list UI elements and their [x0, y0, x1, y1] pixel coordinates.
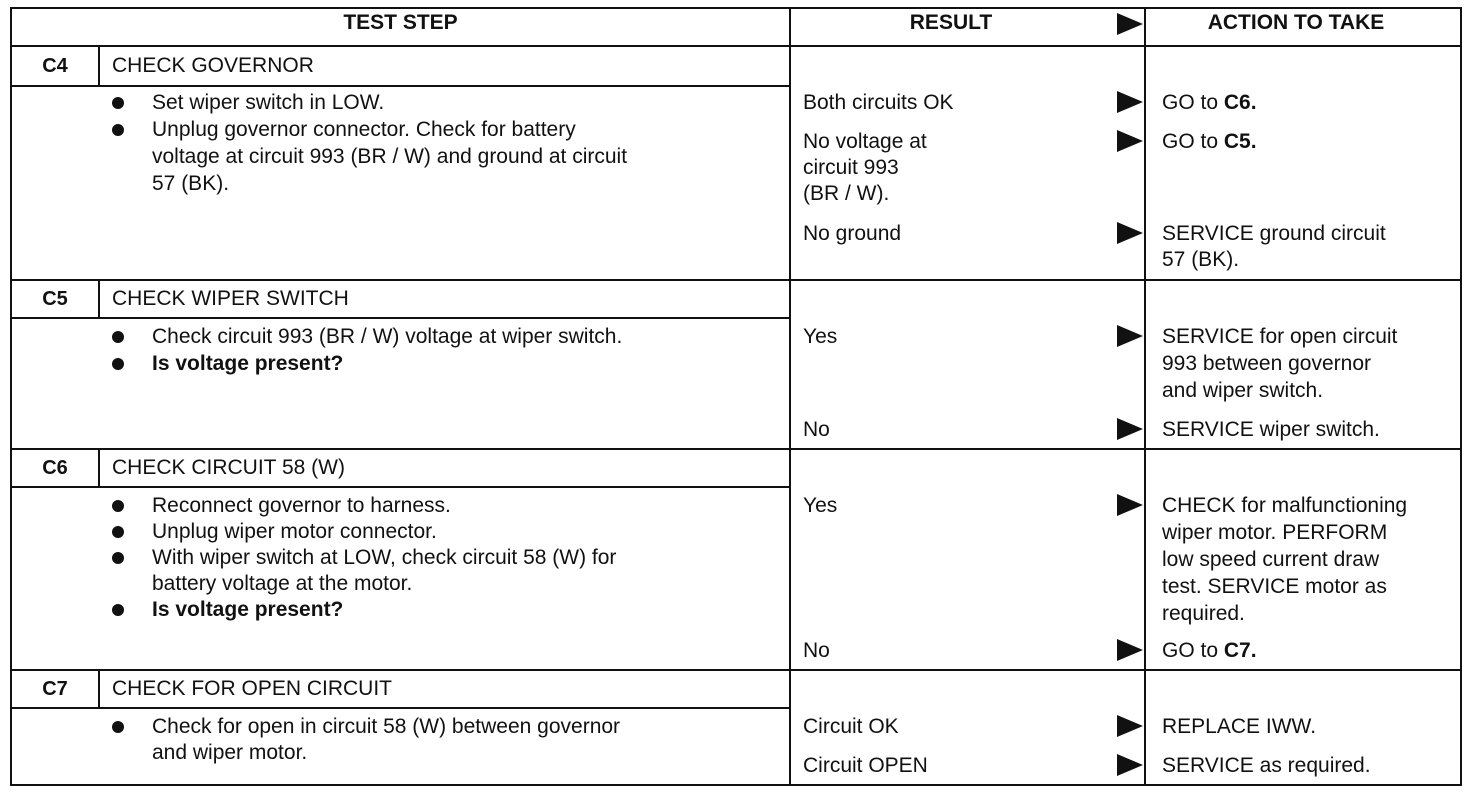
bullet-icon: [112, 526, 124, 538]
step-instruction: battery voltage at the motor.: [152, 572, 413, 595]
step-divider: [10, 279, 1462, 281]
bullet-icon: [112, 552, 124, 564]
action-text: GO to C5.: [1162, 130, 1257, 153]
step-id-divider: [98, 450, 100, 488]
arrow-icon: [1117, 130, 1143, 152]
header-test-step: TEST STEP: [343, 11, 458, 34]
action-text: 993 between governor: [1162, 352, 1371, 375]
step-title: CHECK WIPER SWITCH: [112, 287, 349, 310]
step-instruction: Unplug governor connector. Check for battery: [152, 118, 576, 141]
header-result: RESULT: [909, 11, 993, 34]
step-title-divider: [10, 317, 790, 319]
step-id-divider: [98, 671, 100, 709]
header-arrow-icon: [1117, 13, 1143, 35]
step-instruction: Unplug wiper motor connector.: [152, 520, 437, 543]
step-title-divider: [10, 707, 790, 709]
header-divider: [10, 45, 1462, 47]
action-text: SERVICE as required.: [1162, 754, 1371, 777]
arrow-icon: [1117, 754, 1143, 776]
arrow-icon: [1117, 91, 1143, 113]
bullet-icon: [112, 604, 124, 616]
action-text: low speed current draw: [1162, 548, 1380, 571]
arrow-icon: [1117, 418, 1143, 440]
action-text: GO to C6.: [1162, 91, 1257, 114]
step-id: C4: [42, 55, 68, 77]
bullet-icon: [112, 358, 124, 370]
action-text: 57 (BK).: [1162, 248, 1240, 271]
result-text: Yes: [803, 325, 838, 348]
result-text: circuit 993: [803, 156, 899, 179]
arrow-icon: [1117, 639, 1143, 661]
arrow-icon: [1117, 222, 1143, 244]
arrow-icon: [1117, 325, 1143, 347]
header-action: ACTION TO TAKE: [1207, 11, 1385, 34]
step-title: CHECK CIRCUIT 58 (W): [112, 456, 345, 479]
step-instruction: Check circuit 993 (BR / W) voltage at wiper switch.: [152, 325, 623, 348]
bullet-icon: [112, 124, 124, 136]
result-text: No voltage at: [803, 130, 927, 153]
result-text: (BR / W).: [803, 182, 890, 205]
step-divider: [10, 669, 1462, 671]
step-instruction: 57 (BK).: [152, 172, 230, 195]
step-question: Is voltage present?: [152, 598, 344, 621]
action-text: SERVICE ground circuit: [1162, 222, 1386, 245]
bullet-icon: [112, 500, 124, 512]
step-id: C7: [42, 678, 68, 700]
step-divider: [10, 448, 1462, 450]
action-text: required.: [1162, 602, 1245, 625]
action-text: wiper motor. PERFORM: [1162, 521, 1388, 544]
arrow-icon: [1117, 494, 1143, 516]
result-text: No: [803, 639, 830, 662]
step-instruction: Set wiper switch in LOW.: [152, 91, 385, 114]
step-instruction: Check for open in circuit 58 (W) between governor: [152, 715, 621, 738]
step-title: CHECK FOR OPEN CIRCUIT: [112, 677, 393, 700]
bullet-icon: [112, 721, 124, 733]
step-instruction: With wiper switch at LOW, check circuit 58 (W) for: [152, 546, 617, 569]
action-text: SERVICE for open circuit: [1162, 325, 1398, 348]
action-text: REPLACE IWW.: [1162, 715, 1317, 738]
result-text: No ground: [803, 222, 902, 245]
bullet-icon: [112, 97, 124, 109]
action-text: and wiper switch.: [1162, 379, 1324, 402]
result-text: Circuit OK: [803, 715, 899, 738]
step-question: Is voltage present?: [152, 352, 344, 375]
step-id-divider: [98, 281, 100, 319]
bullet-icon: [112, 331, 124, 343]
step-instruction: voltage at circuit 993 (BR / W) and ground at circuit: [152, 145, 628, 168]
result-text: No: [803, 418, 830, 441]
action-text: GO to C7.: [1162, 639, 1257, 662]
result-text: Circuit OPEN: [803, 754, 928, 777]
step-title-divider: [10, 486, 790, 488]
step-instruction: Reconnect governor to harness.: [152, 494, 451, 517]
action-text: CHECK for malfunctioning: [1162, 494, 1408, 517]
action-text: test. SERVICE motor as: [1162, 575, 1387, 598]
action-text: SERVICE wiper switch.: [1162, 418, 1380, 441]
step-title-divider: [10, 85, 790, 87]
step-title: CHECK GOVERNOR: [112, 54, 314, 77]
step-id: C6: [42, 457, 68, 479]
step-instruction: and wiper motor.: [152, 741, 308, 764]
step-id: C5: [42, 288, 68, 310]
step-id-divider: [98, 47, 100, 87]
result-text: Both circuits OK: [803, 91, 954, 114]
result-text: Yes: [803, 494, 838, 517]
arrow-icon: [1117, 715, 1143, 737]
